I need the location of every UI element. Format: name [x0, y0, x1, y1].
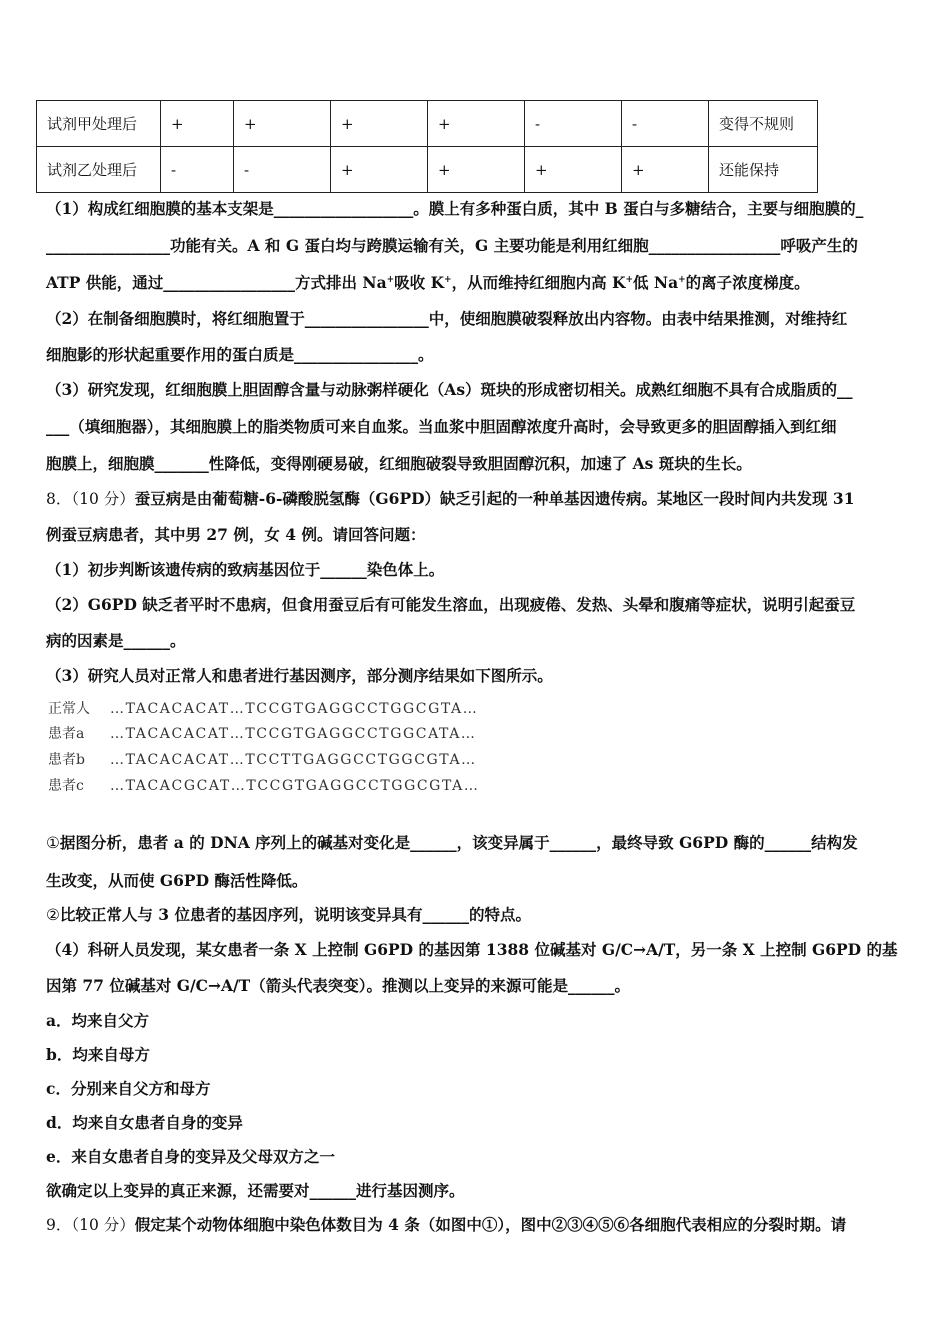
circled-number: ① [46, 834, 60, 852]
row-label: 试剂乙处理后 [37, 147, 161, 193]
sequence-label: 患者b [48, 752, 85, 768]
option-d: d．均来自女患者自身的变异 [46, 1113, 243, 1132]
q7-part2-line1: （2）在制备细胞膜时，将红细胞置于________________中，使细胞膜破裂释放出内容物。由表中结果推测，对维持红 [46, 309, 848, 328]
q7-part1-line2: ________________功能有关。A 和 G 蛋白均与跨膜运输有关，G 主要功能是利用红细胞_________________呼吸产生的 [46, 236, 858, 255]
sequence-label: 正常人 [48, 701, 90, 717]
superscript: + [386, 274, 395, 285]
q7-part3-line2: ___（填细胞器），其细胞膜上的脂类物质可来自血浆。当血浆中胆固醇浓度升高时，会导致更多的胆固醇插入到红细 [46, 417, 837, 436]
table-cell: - [161, 147, 234, 193]
table-cell: + [331, 101, 428, 147]
question-number: 9．（10 分） [46, 1216, 135, 1234]
text-span: 蚕豆病是由葡萄糖-6-磷酸脱氢酶（G6PD）缺乏引起的一种单基因遗传病。某地区一段时间内共发现 31 [134, 489, 855, 508]
sequence-row [48, 724, 477, 744]
text-span: 比较正常人与 3 位患者的基因序列，说明该变异具有______的特点。 [59, 905, 531, 924]
option-e: e．来自女患者自身的变异及父母双方之一 [46, 1147, 335, 1166]
text-span: 的离子浓度梯度。 [685, 273, 810, 292]
circled-number: ② [46, 906, 60, 924]
q9-stem [46, 1215, 846, 1235]
q8-part2-line2: 病的因素是______。 [46, 631, 186, 650]
q8-stem-line2: 例蚕豆病患者，其中男 27 例，女 4 例。请回答问题： [46, 525, 426, 544]
reagent-table [36, 100, 818, 193]
superscript: + [444, 274, 452, 285]
table-cell: - [525, 101, 622, 147]
sequence-row [48, 750, 477, 770]
option-a: a．均来自父方 [46, 1011, 150, 1030]
sequence-row [48, 776, 479, 796]
q8-part1: （1）初步判断该遗传病的致病基因位于______染色体上。 [46, 560, 445, 579]
q8-part4-line2: 因第 77 位碱基对 G/C→A/T（箭头代表突变）。推测以上变异的来源可能是______。 [46, 976, 630, 995]
q8-part2-line1: （2）G6PD 缺乏者平时不患病，但食用蚕豆后有可能发生溶血，出现疲倦、发热、头晕和腹痛等症状，说明引起蚕豆 [46, 595, 856, 614]
q7-part3-line1: （3）研究发现，红细胞膜上胆固醇含量与动脉粥样硬化（As）斑块的形成密切相关。成熟红细胞不具有合成脂质的__ [46, 380, 853, 399]
q7-part1-line1: （1）构成红细胞膜的基本支架是__________________。膜上有多种蛋白质，其中 B 蛋白与多糖结合，主要与细胞膜的_ [46, 199, 864, 218]
sequence-row [48, 699, 478, 719]
q8-final: 欲确定以上变异的真正来源，还需要对______进行基因测序。 [46, 1181, 465, 1200]
table-cell: + [331, 147, 428, 193]
table-cell: + [161, 101, 234, 147]
sequence-dna: …TACACACAT…TCCTTGAGGCCTGGCGTA… [110, 752, 477, 768]
text-span: ATP 供能，通过_________________方式排出 Na [46, 273, 387, 292]
text-span: 假定某个动物体细胞中染色体数目为 4 条（如图中①），图中②③④⑤⑥各细胞代表相应的分裂时期。请 [134, 1215, 847, 1234]
text-span: 吸收 K [394, 273, 445, 292]
superscript: + [625, 274, 634, 285]
text-span: 据图分析，患者 a 的 DNA 序列上的碱基对变化是______，该变异属于______，最终导致 G6PD 酶的______结构发 [59, 833, 858, 852]
q8-part3: （3）研究人员对正常人和患者进行基因测序，部分测序结果如下图所示。 [46, 666, 553, 685]
q8-sub1-line2: 生改变，从而使 G6PD 酶活性降低。 [46, 871, 308, 890]
option-c: c．分别来自父方和母方 [46, 1079, 211, 1098]
table-cell: + [428, 147, 525, 193]
superscript: + [678, 274, 686, 285]
table-cell: + [525, 147, 622, 193]
table-cell: - [622, 101, 709, 147]
table-row [37, 147, 818, 193]
question-number: 8．（10 分） [46, 490, 135, 508]
q8-sub1-line1 [46, 833, 858, 853]
result-cell: 还能保持 [709, 147, 818, 193]
q7-part3-line3: 胞膜上，细胞膜_______性降低，变得刚硬易破，红细胞破裂导致胆固醇沉积，加速了 As 斑块的生长。 [46, 454, 752, 473]
text-span: 低 Na [633, 273, 679, 292]
q7-part1-line3 [46, 273, 810, 293]
sequence-dna: …TACACACAT…TCCGTGAGGCCTGGCATA… [110, 726, 477, 742]
result-cell: 变得不规则 [709, 101, 818, 147]
table-cell: + [234, 101, 331, 147]
option-b: b．均来自母方 [46, 1045, 150, 1064]
table-cell: + [622, 147, 709, 193]
q8-sub2 [46, 905, 531, 925]
table-row [37, 101, 818, 147]
sequence-label: 患者c [48, 778, 84, 794]
row-label: 试剂甲处理后 [37, 101, 161, 147]
sequence-label: 患者a [48, 726, 85, 742]
text-span: ，从而维持红细胞内高 K [451, 273, 626, 292]
q8-part4-line1: （4）科研人员发现，某女患者一条 X 上控制 G6PD 的基因第 1388 位碱基对 G/C→A/T，另一条 X 上控制 G6PD 的基 [46, 940, 898, 959]
table-cell: - [234, 147, 331, 193]
sequence-dna: …TACACGCAT…TCCGTGAGGCCTGGCGTA… [110, 778, 480, 794]
q7-part2-line2: 细胞影的形状起重要作用的蛋白质是________________。 [46, 345, 434, 364]
sequence-dna: …TACACACAT…TCCGTGAGGCCTGGCGTA… [110, 701, 479, 717]
table-cell: + [428, 101, 525, 147]
q8-stem-line1 [46, 489, 855, 509]
